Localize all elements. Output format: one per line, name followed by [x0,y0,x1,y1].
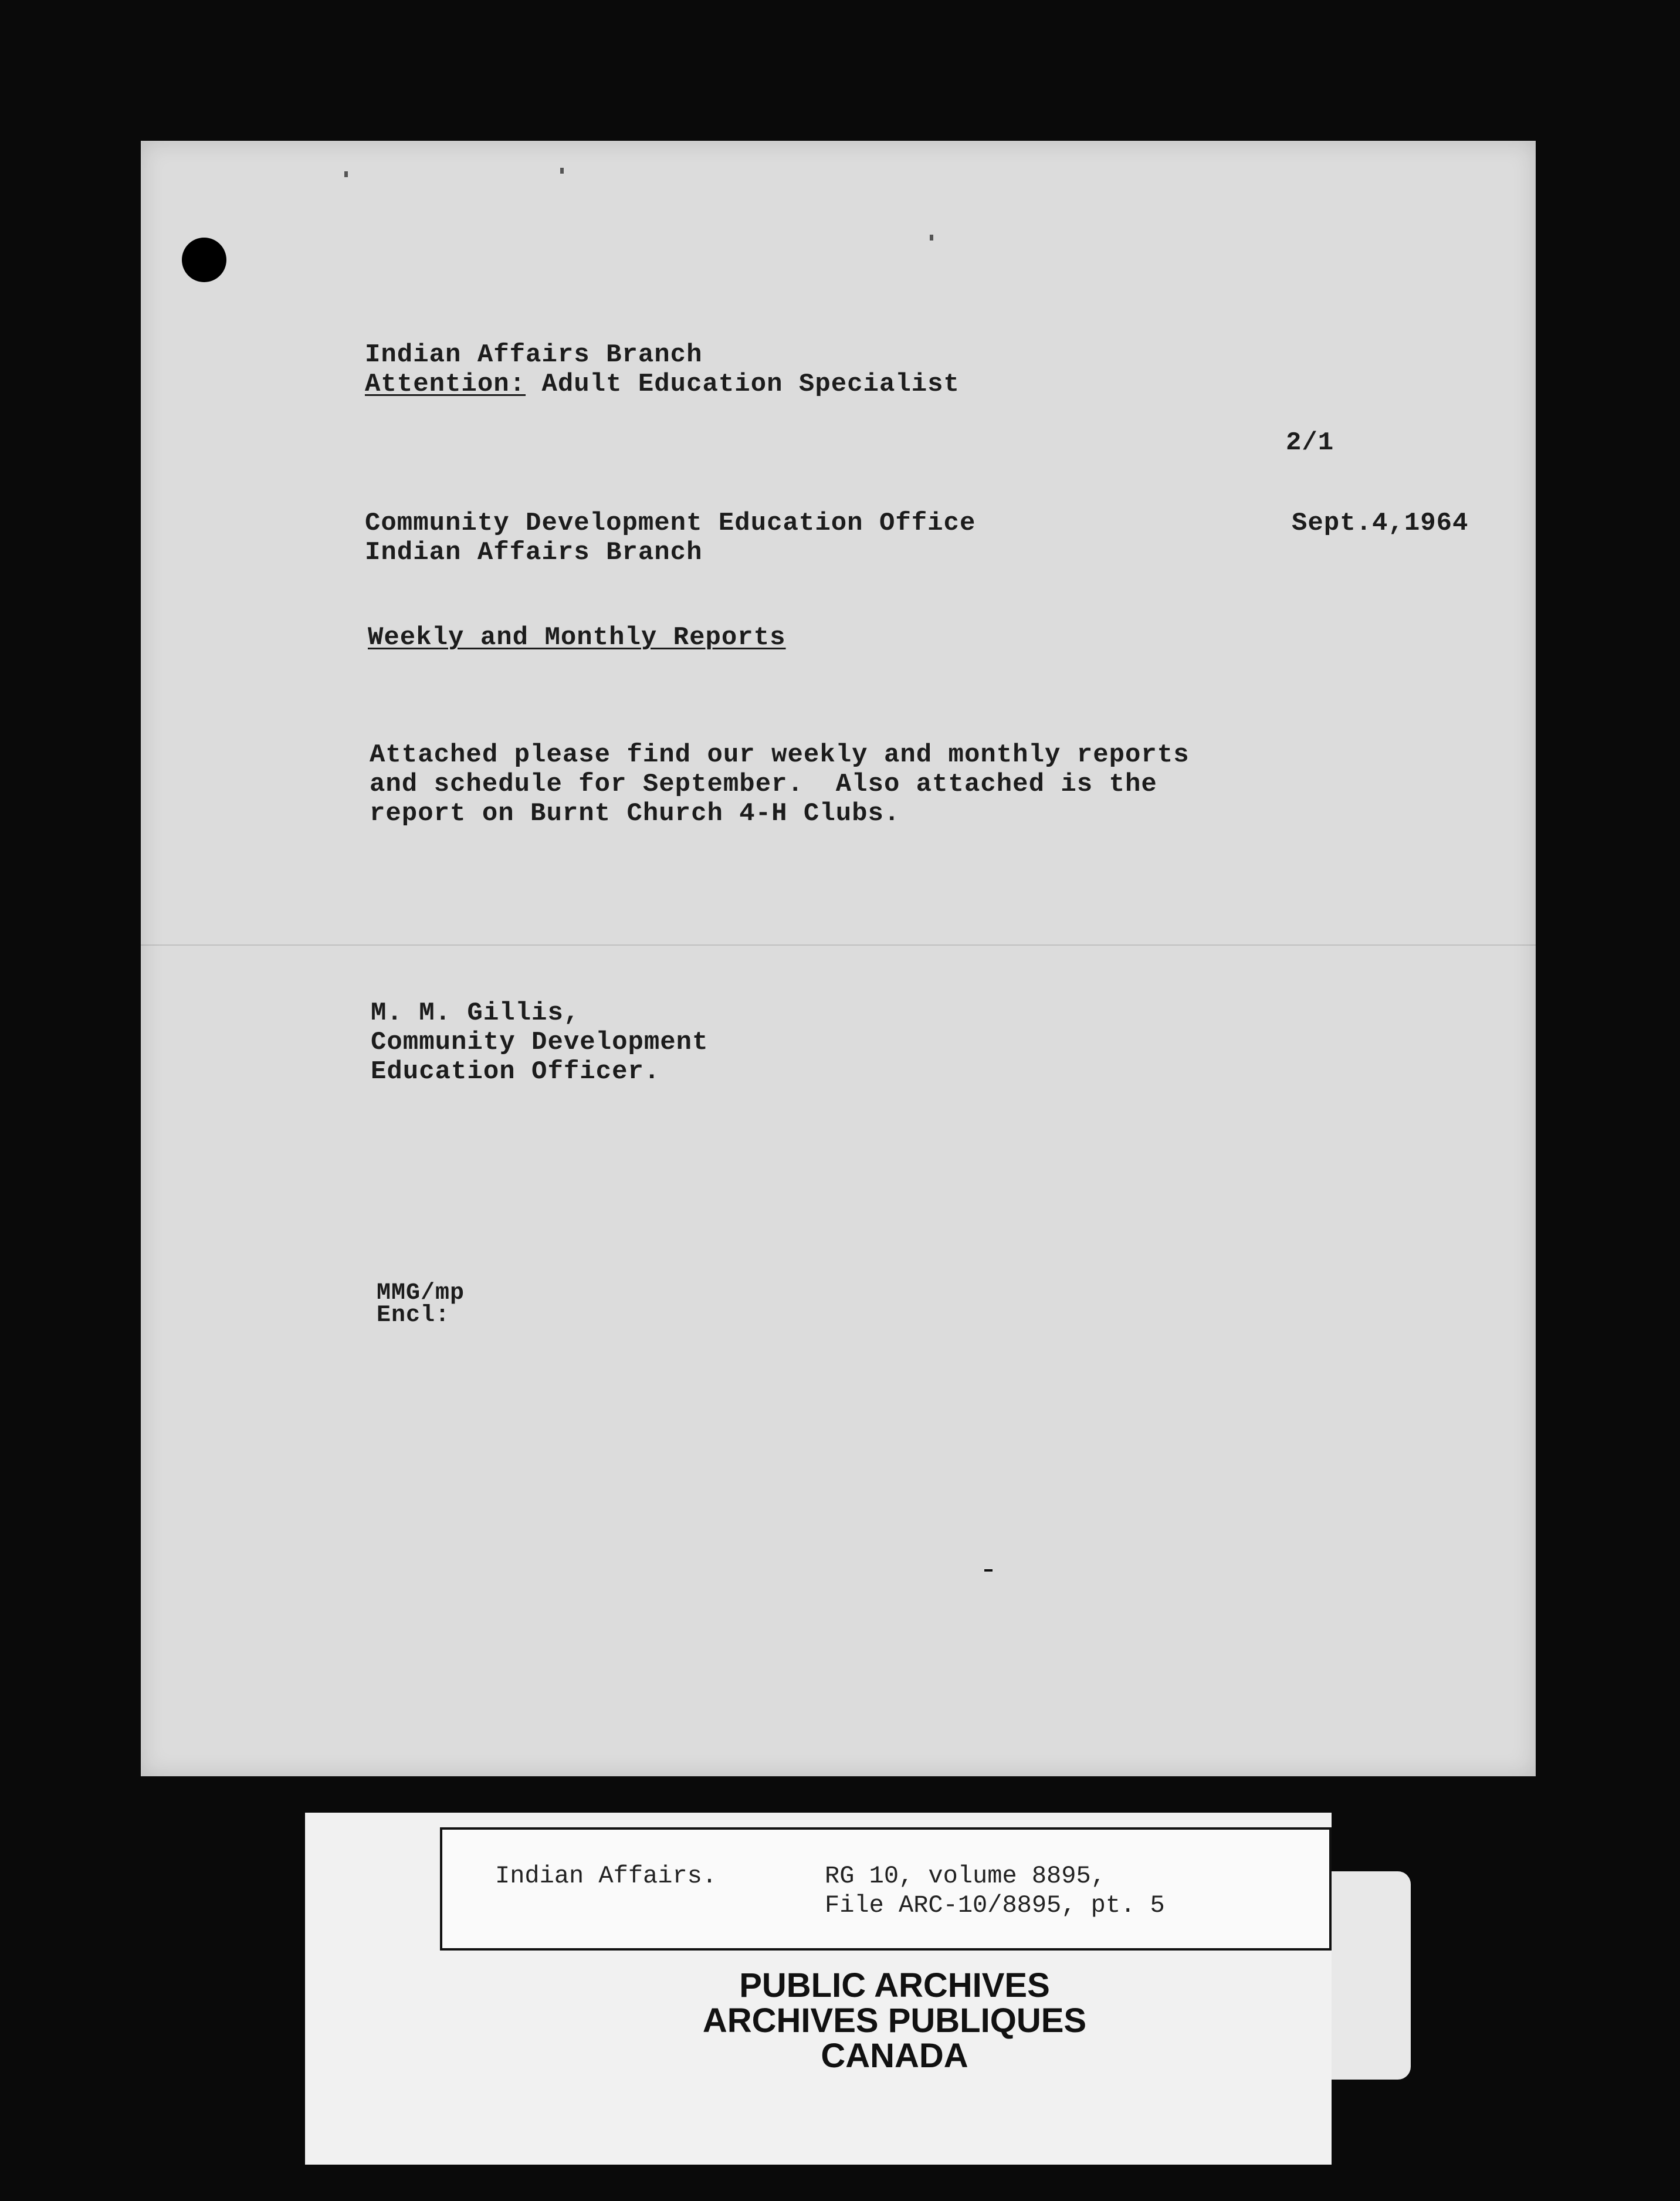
paper-speck [930,235,933,241]
punch-hole [182,238,226,282]
letter-date: Sept.4,1964 [1292,509,1469,538]
sender-line-1: Community Development Education Office [365,509,976,538]
file-reference: 2/1 [1286,428,1334,458]
archives-stamp [587,1968,1203,2074]
archives-french: ARCHIVES PUBLIQUES [702,2002,1087,2040]
archives-country: CANADA [821,2037,968,2075]
fold-line [141,944,1536,946]
paper-speck [344,171,348,177]
typist-initials: MMG/mp [377,1280,465,1306]
body-line-2: and schedule for September. Also attached is the [370,770,1157,799]
enclosure-note: Encl: [377,1302,451,1329]
letter-page [141,141,1536,1776]
attention-label: Attention: [365,370,526,399]
recipient-line: Indian Affairs Branch [365,340,703,370]
archive-reference-card [440,1827,1332,1951]
attention-line [365,370,960,399]
sender-line-2: Indian Affairs Branch [365,538,703,567]
signature-name: M. M. Gillis, [371,998,580,1028]
archives-english: PUBLIC ARCHIVES [739,1966,1050,2004]
paper-mark [984,1569,993,1572]
signature-title-1: Community Development [371,1028,709,1057]
collection-name: Indian Affairs. [495,1862,717,1890]
body-line-1: Attached please find our weekly and monthly reports [370,740,1190,770]
body-line-3: report on Burnt Church 4-H Clubs. [370,799,900,828]
reference-line-2: File ARC-10/8895, pt. 5 [825,1891,1165,1919]
attention-value: Adult Education Specialist [526,370,960,399]
paper-speck [560,168,564,174]
signature-title-2: Education Officer. [371,1057,661,1086]
subject-heading: Weekly and Monthly Reports [368,623,786,652]
reference-line-1: RG 10, volume 8895, [825,1862,1106,1890]
